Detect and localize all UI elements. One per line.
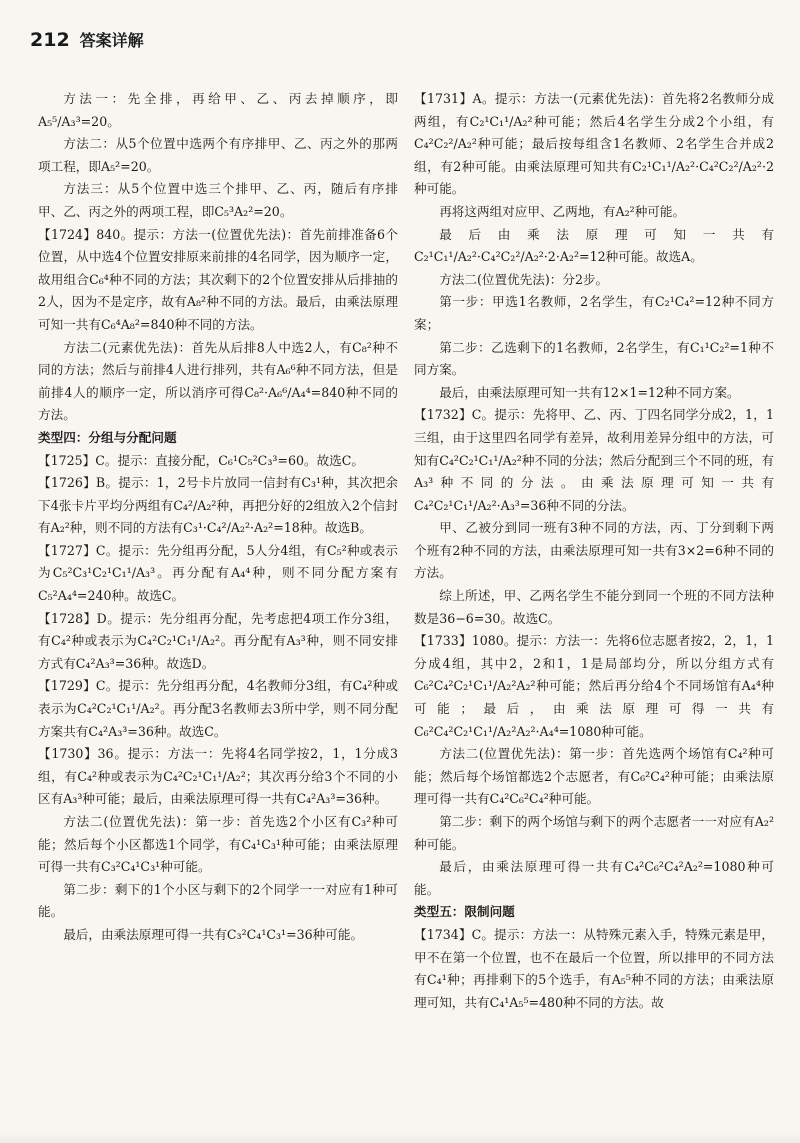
paragraph: 最后由乘法原理可知一共有C₂¹C₁¹/A₂²·C₄²C₂²/A₂²·2·A₂²=12种可能。故选A。 [414,226,774,265]
page-header [30,28,770,62]
paragraph: 甲、乙被分到同一班有3种不同的方法，丙、丁分到剩下两个班有2种不同的方法，由乘法原理可知一共有3×2=6种不同的方法。 [414,520,774,581]
page-number: 212 [30,29,70,51]
page-bottom-edge [0,1133,800,1143]
answer-item: 【1730】36。提示：方法一：先将4名同学按2，1，1分成3组，有C₄²种或表示为C₄²C₂¹C₁¹/A₂²；其次再分给3个不同的小区有A₃³种可能；最后，由乘法原理可得一共有C₄²A₃³=36种。 [38,746,398,807]
answer-item: 【1727】C。提示：先分组再分配，5人分4组，有C₅²种或表示为C₅²C₃¹C₂¹C₁¹/A₃³。再分配有A₄⁴种，则不同分配方案有C₅²A₄⁴=240种。故选C。 [38,542,398,604]
answer-item: 【1732】C。提示：先将甲、乙、丙、丁四名同学分成2，1，1三组，由于这里四名同学有差异，故利用差异分组中的方法，可知有C₄²C₂¹C₁¹/A₂²种不同的分法；然后分配到三个不同的班，有A₃³种不同的分法。由乘法原理可知一共有C₄²C₂¹C₁¹/A₂²·A₃³=36种不同的分法。 [414,407,774,513]
paragraph: 第二步：剩下的1个小区与剩下的2个同学一一对应有1种可能。 [38,881,398,920]
answer-item: 【1726】B。提示：1，2号卡片放同一信封有C₃¹种，其次把余下4张卡片平均分两组有C₄²/A₂²种，再把分好的2组放入2个信封有A₂²种，则不同的方法有C₃¹·C₄²/A₂²·A₂²=18种。故选B。 [38,475,398,536]
answer-item: 【1731】A。提示：方法一(元素优先法)：首先将2名教师分成两组，有C₂¹C₁¹/A₂²种可能；然后4名学生分成2个小组，有C₄²C₂²/A₂²种可能；最后按每组含1名教师、2名学生合并成2组，有2种可能。由乘法原理可知共有C₂¹C₁¹/A₂²·C₄²C₂²/A₂²·2种可能。 [414,91,774,197]
section-heading: 类型四：分组与分配问题 [38,429,177,445]
paragraph: 方法二(位置优先法)：第一步：首先选2个小区有C₃²种可能；然后每个小区都选1个同学，有C₄¹C₃¹种可能；由乘法原理可得一共有C₃²C₄¹C₃¹种可能。 [38,814,398,875]
paragraph: 方法二(位置优先法)：第一步：首先选两个场馆有C₄²种可能；然后每个场馆都选2个志愿者，有C₆²C₄²种可能；由乘法原理可得一共有C₄²C₆²C₄²种可能。 [414,746,774,807]
paragraph: 最后，由乘法原理可知一共有12×1=12种不同方案。 [439,384,740,400]
answer-item: 【1724】840。提示：方法一(位置优先法)：首先前排准备6个位置，从中选4个位置安排原来前排的4名同学，因为顺序一定，故用组合C₆⁴种不同的方法；其次剩下的2个位置安排从后排抽的2人，因为不是定序，故有A₈²种不同的方法。最后，由乘法原理可知一共有C₆⁴A₈²=840种不同的方法。 [38,226,398,332]
paragraph: 方法三：从5个位置中选三个排甲、乙、丙，随后有序排甲、乙、丙之外的两项工程，即C₅³A₂²=20。 [38,181,398,219]
answer-item: 【1733】1080。提示：方法一：先将6位志愿者按2，2，1，1分成4组，其中2，2和1，1是局部均分，所以分组方式有C₆²C₄²C₂¹C₁¹/A₂²A₂²种可能；然后再分给4个不同场馆有A₄⁴种可能；最后，由乘法原理可得一共有C₆²C₄²C₂¹C₁¹/A₂²A₂²·A₄⁴=1080种可能。 [414,633,774,739]
section-heading: 类型五：限制问题 [414,904,515,920]
answer-item: 【1734】C。提示：方法一：从特殊元素入手，特殊元素是甲，甲不在第一个位置，也不在最后一个位置，所以排甲的不同方法有C₄¹种；再排剩下的5个选手，有A₅⁵种不同的方法；由乘法原理可知，共有C₄¹A₅⁵=480种不同的方法。故 [414,926,774,1010]
paragraph: 方法二(元素优先法)：首先从后排8人中选2人，有C₈²种不同的方法；然后与前排4人进行排列，共有A₆⁶种不同方法，但是前排4人的顺序一定，所以消序可得C₈²·A₆⁶/A₄⁴=840种不同的方法。 [38,339,398,423]
paragraph: 第一步：甲选1名教师，2名学生，有C₂¹C₄²=12种不同方案； [414,294,774,332]
paragraph: 方法二(位置优先法)：分2步。 [439,271,609,287]
paragraph: 方法二：从5个位置中选两个有序排甲、乙、丙之外的那两项工程，即A₅²=20。 [38,136,398,174]
paragraph: 第二步：剩下的两个场馆与剩下的两个志愿者一一对应有A₂²种可能。 [414,814,774,852]
paragraph: 方法一：先全排，再给甲、乙、丙去掉顺序，即A₅⁵/A₃³=20。 [38,91,398,129]
page-title: 答案详解 [79,31,144,50]
paragraph: 最后，由乘法原理可得一共有C₄²C₆²C₄²A₂²=1080种可能。 [414,859,774,897]
paragraph: 综上所述，甲、乙两名学生不能分到同一个班的不同方法种数是36−6=30。故选C。 [414,588,774,626]
paragraph: 最后，由乘法原理可得一共有C₃²C₄¹C₃¹=36种可能。 [63,926,364,942]
left-column [38,88,398,947]
answer-item: 【1728】D。提示：先分组再分配，先考虑把4项工作分3组，有C₄²种或表示为C₄²C₂¹C₁¹/A₂²。再分配有A₃³种，则不同安排方式有C₄²A₃³=36种。故选D。 [38,610,398,671]
answer-item: 【1725】C。提示：直接分配，C₆¹C₅²C₃³=60。故选C。 [38,452,365,468]
right-column [414,88,774,1014]
paragraph: 再将这两组对应甲、乙两地，有A₂²种可能。 [439,203,686,219]
paragraph: 第二步：乙选剩下的1名教师，2名学生，有C₁¹C₂²=1种不同方案。 [414,339,774,378]
answer-item: 【1729】C。提示：先分组再分配，4名教师分3组，有C₄²种或表示为C₄²C₂¹C₁¹/A₂²。再分配3名教师去3所中学，则不同分配方案共有C₄²A₃³=36种。故选C。 [38,678,398,739]
